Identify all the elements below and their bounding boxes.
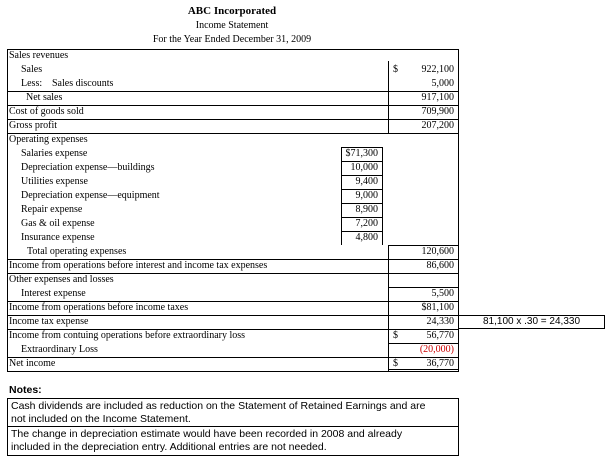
total-amount: 5,500 [431, 288, 454, 299]
net-income-double-rule [388, 369, 458, 370]
total-amount: 709,900 [421, 106, 454, 117]
row-label: Operating expenses [9, 134, 88, 145]
row-label: Total operating expenses [27, 246, 127, 257]
expense-amount: 8,900 [355, 204, 378, 215]
total-amount: 86,600 [426, 260, 454, 271]
total-amount: 5,000 [431, 78, 454, 89]
note-dividends-line2: not included on the Income Statement. [11, 413, 191, 425]
expense-amount: 10,000 [350, 162, 378, 173]
row-label: Income from contuing operations before extraordinary loss [9, 330, 246, 341]
row-label: Depreciation expense—equipment [21, 190, 160, 201]
row-label: Gas & oil expense [21, 218, 95, 229]
row-label: Income from operations before interest and income tax expenses [9, 260, 268, 271]
company-name: ABC Incorporated [187, 5, 277, 17]
row-label: Income from operations before income taxes [9, 302, 189, 313]
expense-amount: $71,300 [345, 148, 378, 159]
statement-title: Income Statement [195, 20, 269, 31]
row-label: Net sales [26, 92, 63, 103]
currency-symbol: $ [393, 330, 398, 341]
total-amount: 56,770 [426, 330, 454, 341]
row-label: Income tax expense [9, 316, 89, 327]
total-amount: 207,200 [421, 120, 454, 131]
currency-symbol: $ [393, 358, 398, 369]
statement-period: For the Year Ended December 31, 2009 [152, 34, 312, 45]
row-label: Gross profit [9, 120, 58, 131]
row-label: Other expenses and losses [9, 274, 114, 285]
tax-calc-text: 81,100 x .30 = 24,330 [482, 316, 581, 327]
expense-amount: 7,200 [355, 218, 378, 229]
row-label: Salaries expense [21, 148, 88, 159]
row-label: Extraordinary Loss [21, 344, 98, 355]
total-amount: 922,100 [421, 64, 454, 75]
row-label: Depreciation expense—buildings [21, 162, 155, 173]
total-amount: (20,000) [419, 344, 454, 355]
currency-symbol: $ [393, 64, 398, 75]
tax-calc-box [458, 315, 605, 329]
row-label: Sales revenues [9, 50, 69, 61]
total-amount: 120,600 [421, 246, 454, 257]
total-amount: $81,100 [421, 302, 454, 313]
expense-amount: 9,000 [355, 190, 378, 201]
row-label: Cost of goods sold [9, 106, 84, 117]
row-sublabel: Sales discounts [52, 78, 114, 89]
expense-amount: 4,800 [355, 232, 378, 243]
row-label: Net income [9, 358, 56, 369]
row-label: Less: [21, 78, 43, 89]
row-label: Insurance expense [21, 232, 95, 243]
notes-title: Notes: [9, 384, 42, 396]
row-label: Repair expense [21, 204, 83, 215]
expense-amount: 9,400 [355, 176, 378, 187]
note-depreciation-line1: The change in depreciation estimate would have been recorded in 2008 and already [11, 428, 403, 440]
row-label: Sales [21, 64, 43, 75]
note-dividends-line1: Cash dividends are included as reduction on the Statement of Retained Earnings and are [11, 400, 426, 412]
total-amount: 917,100 [421, 92, 454, 103]
note-depreciation-line2: included in the depreciation entry. Additional entries are not needed. [11, 441, 327, 453]
total-amount: 36,770 [426, 358, 454, 369]
notes-box [7, 398, 459, 456]
row-label: Interest expense [21, 288, 86, 299]
total-amount: 24,330 [426, 316, 454, 327]
row-label: Utilities expense [21, 176, 88, 187]
